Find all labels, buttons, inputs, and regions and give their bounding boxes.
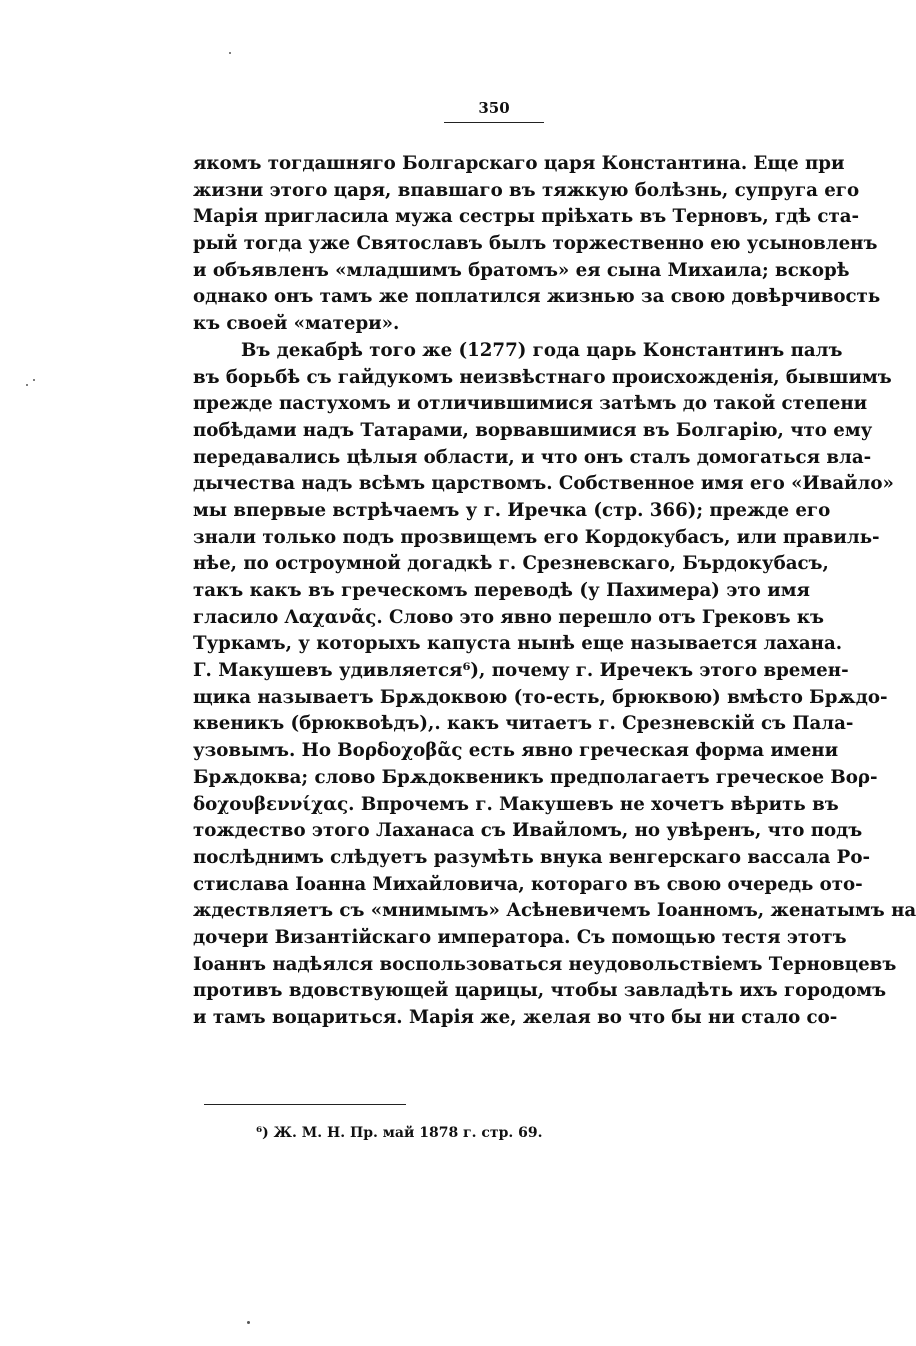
text-line: прежде пастухомъ и отличившимися затѣмъ до такой степени xyxy=(193,393,868,415)
text-line: побѣдами надъ Татарами, ворвавшимися въ Болгарію, что ему xyxy=(193,419,873,441)
text-line: знали только подъ прозвищемъ его Кордокубасъ, или правиль- xyxy=(193,526,880,548)
text-line: Марія пригласила мужа сестры пріѣхать въ Терновъ, гдѣ ста- xyxy=(193,206,860,228)
footnote: ⁶) Ж. М. Н. Пр. май 1878 г. стр. 69. xyxy=(256,1125,543,1141)
text-line: и тамъ воцариться. Марія же, желая во что бы ни стало со- xyxy=(193,1007,838,1028)
text-line: и объявленъ «младшимъ братомъ» ея сына Михаила; вскорѣ xyxy=(193,259,850,281)
scan-speck xyxy=(26,384,28,386)
footnote-rule xyxy=(204,1104,406,1105)
text-line: къ своей «матери». xyxy=(193,313,400,335)
paragraph-1 xyxy=(193,151,881,338)
paragraph-2 xyxy=(193,338,916,1032)
text-line: Брѫдоква; слово Брѫдоквеникъ предполагаетъ греческое Βορ- xyxy=(193,766,878,788)
text-line: стислава Іоанна Михайловича, котораго въ свою очередь ото- xyxy=(193,873,863,895)
text-line: квеникъ (брюквоѣдъ),. какъ читаетъ г. Срезневскій съ Пала- xyxy=(193,713,854,735)
text-line: дычества надъ всѣмъ царствомъ. Собственное имя его «Ивайло» xyxy=(193,473,894,495)
scan-speck xyxy=(33,379,35,381)
text-line: дочери Византійскаго императора. Съ помощью тестя этотъ xyxy=(193,926,847,948)
text-line: однако онъ тамъ же поплатился жизнью за свою довѣрчивость xyxy=(193,286,881,308)
text-line: мы впервые встрѣчаемъ у г. Иречка (стр. 366); прежде его xyxy=(193,499,831,521)
text-line: якомъ тогдашняго Болгарскаго царя Константина. Еще при xyxy=(193,153,845,174)
text-line: тождество этого Лаханаса съ Ивайломъ, но увѣренъ, что подъ xyxy=(193,820,863,842)
text-line: Туркамъ, у которыхъ капуста нынѣ еще называется лахана. xyxy=(193,633,843,655)
text-line: такъ какъ въ греческомъ переводѣ (у Пахимера) это имя xyxy=(193,580,810,601)
page-number: 350 xyxy=(478,99,510,117)
text-line: противъ вдовствующей царицы, чтобы завладѣть ихъ городомъ xyxy=(193,980,887,1002)
text-line: Іоаннъ надѣялся воспользоваться неудовольствіемъ Терновцевъ xyxy=(193,953,897,975)
text-line: послѣднимъ слѣдуетъ разумѣть внука венгерскаго вассала Ро- xyxy=(193,846,871,868)
text-line: щика называетъ Брѫдоквою (то-есть, брюквою) вмѣсто Брѫдо- xyxy=(193,686,888,708)
text-line: Въ декабрѣ того же (1277) года царь Константинъ палъ xyxy=(241,339,843,361)
text-line: жизни этого царя, впавшаго въ тяжкую болѣзнь, супруга его xyxy=(193,179,860,201)
text-line: передавались цѣлыя области, и что онъ сталъ домогаться вла- xyxy=(193,446,872,468)
text-line: рый тогда уже Святославъ былъ торжественно ею усыновленъ xyxy=(193,233,878,255)
text-line: ждествляетъ съ «мнимымъ» Асѣневичемъ Іоанномъ, женатымъ на xyxy=(193,900,916,922)
scan-speck xyxy=(247,1321,250,1324)
text-line: гласило Λαχανᾶς. Слово это явно перешло отъ Грековъ къ xyxy=(193,606,825,628)
body-text xyxy=(193,151,916,1032)
page-number-rule xyxy=(444,122,544,123)
text-line: нѣе, по остроумной догадкѣ г. Срезневскаго, Бърдокубасъ, xyxy=(193,553,829,575)
scan-speck xyxy=(229,52,231,54)
text-line: δοχουβεννίχας. Впрочемъ г. Макушевъ не хочетъ вѣрить въ xyxy=(193,793,839,815)
text-line: Г. Макушевъ удивляется⁶), почему г. Иречекъ этого времен- xyxy=(193,660,849,682)
text-line: въ борьбѣ съ гайдукомъ неизвѣстнаго происхожденія, бывшимъ xyxy=(193,366,892,388)
text-line: узовымъ. Но Βορδοχοβᾶς есть явно греческая форма имени xyxy=(193,740,839,762)
